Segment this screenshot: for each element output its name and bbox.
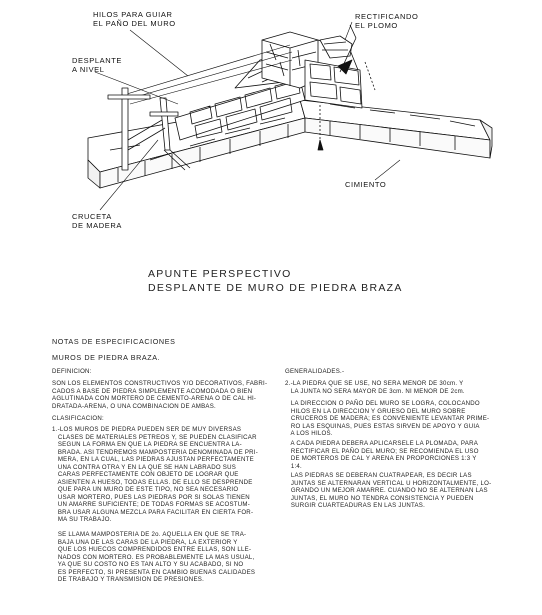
clasificacion-1: 1.-LOS MUROS DE PIEDRA PUEDEN SER DE MUY DIVERSAS CLASES DE MATERIALES PETREOS Y, SE PUEDEN CLASIFICAR SEGUN LA FORMA EN QUE LA PIEDRA SE ENCUENTRA LA- BRADA. ASI TENDREMOS MAMPOSTERIA DENOMINADA DE PRI- MERA, EN LA CUAL, LAS PIEDRAS AJUSTAN PERFECTAMENTE UNA CONTRA OTRA Y EN LA QUE SE HAN LABRADO SUS CARAS PERFECTAMENTE CON OBJETO DE LOGRAR QUE ASIENTEN A HUESO, TODAS ELLAS. DE ELLO SE DESPRENDE QUE PARA UN MURO DE ESTE TIPO, NO SEA NECESARIO USAR MORTERO, PUES LAS PIEDRAS POR SI SOLAS TIENEN UN AMARRE SUFICIENTE; DE TODAS FORMAS SE ACOSTUM- BRA USAR ALGUNA MEZCLA PARA FACILITAR EN CIERTA FOR- MA SU TRABAJO.: [52, 426, 259, 523]
specs-subheading: MUROS DE PIEDRA BRAZA.: [52, 353, 161, 362]
definicion-text: SON LOS ELEMENTOS CONSTRUCTIVOS Y/O DECORATIVOS, FABRI- CADOS A BASE DE PIEDRA SIMPLEMENTE ACOMODADA O BIEN AGLUTINADA CON MORTERO DE CEMENTO-ARENA O DE CAL HI- DRATADA-ARENA, O UNA COMBINACION DE AMBAS.: [52, 380, 268, 410]
label-cruceta: CRUCETA DE MADERA: [72, 212, 122, 230]
label-rectificando: RECTIFICANDO EL PLOMO: [355, 12, 419, 30]
foundation-right: [300, 100, 492, 158]
label-desplante: DESPLANTE A NIVEL: [72, 56, 122, 74]
drawing-title-line2: DESPLANTE DE MURO DE PIEDRA BRAZA: [148, 282, 403, 294]
generalidades-label: GENERALIDADES.-: [285, 368, 345, 375]
clasificacion-label: CLASIFICACION:: [52, 415, 104, 422]
generalidades-direccion: LA DIRECCION O PAÑO DEL MURO SE LOGRA, COLOCANDO HILOS EN LA DIRECCION Y GRUESO DEL MURO SOBRE CRUCEROS DE MADERA; ES CONVENIENTE LEVANTAR PRIME- RO LAS ESQUINAS, PUES ESTAS SIRVEN DE APOYO Y GUIA A LOS HILOS.: [290, 400, 490, 437]
generalidades-cuatrapear: LAS PIEDRAS SE DEBERAN CUATRAPEAR, ES DECIR LAS JUNTAS SE ALTERNARAN VERTICAL U HORIZONTALMENTE, LO- GRANDO UN MEJOR AMARRE. CUANDO NO SE ALTERNAN LAS JUNTAS, EL MURO NO TENDRA CONSISTENCIA Y PUEDEN SURGIR CUARTEADURAS EN LAS JUNTAS.: [290, 472, 492, 509]
generalidades-2: 2.-LA PIEDRA QUE SE USE, NO SERA MENOR DE 30cm. Y LA JUNTA NO SERA MAYOR DE 3cm. NI MENOR DE 2cm.: [285, 380, 465, 395]
label-hilos: HILOS PARA GUIAR EL PAÑO DEL MURO: [93, 10, 176, 28]
drawing-title-line1: APUNTE PERSPECTIVO: [148, 268, 292, 280]
specs-heading: NOTAS DE ESPECIFICACIONES: [52, 337, 176, 346]
definicion-label: DEFINICION:: [52, 368, 92, 375]
clasificacion-2: SE LLAMA MAMPOSTERIA DE 2o. AQUELLA EN QUE SE TRA- BAJA UNA DE LAS CARAS DE LA PIEDRA, LA EXTERIOR Y QUE LOS HUECOS COMPRENDIDOS ENTRE ELLAS, SON LLE- NADOS CON MORTERO. ES PROBABLEMENTE LA MAS USUAL, YA QUE SU COSTO NO ES TAN ALTO Y SU ACABADO, SI NO ES PERFECTO, SI PRESENTA EN CAMBIO BUENAS CALIDADES DE TRABAJO Y TRANSMISION DE PRESIONES.: [57, 531, 256, 583]
generalidades-plomada: A CADA PIEDRA DEBERA APLICARSELE LA PLOMADA, PARA RECTIFICAR EL PAÑO DEL MURO; SE RECOMIENDA EL USO DE MORTEROS DE CAL Y ARENA EN PROPORCIONES 1:3 Y 1:4.: [290, 440, 479, 470]
label-cimiento: CIMIENTO: [345, 180, 387, 189]
